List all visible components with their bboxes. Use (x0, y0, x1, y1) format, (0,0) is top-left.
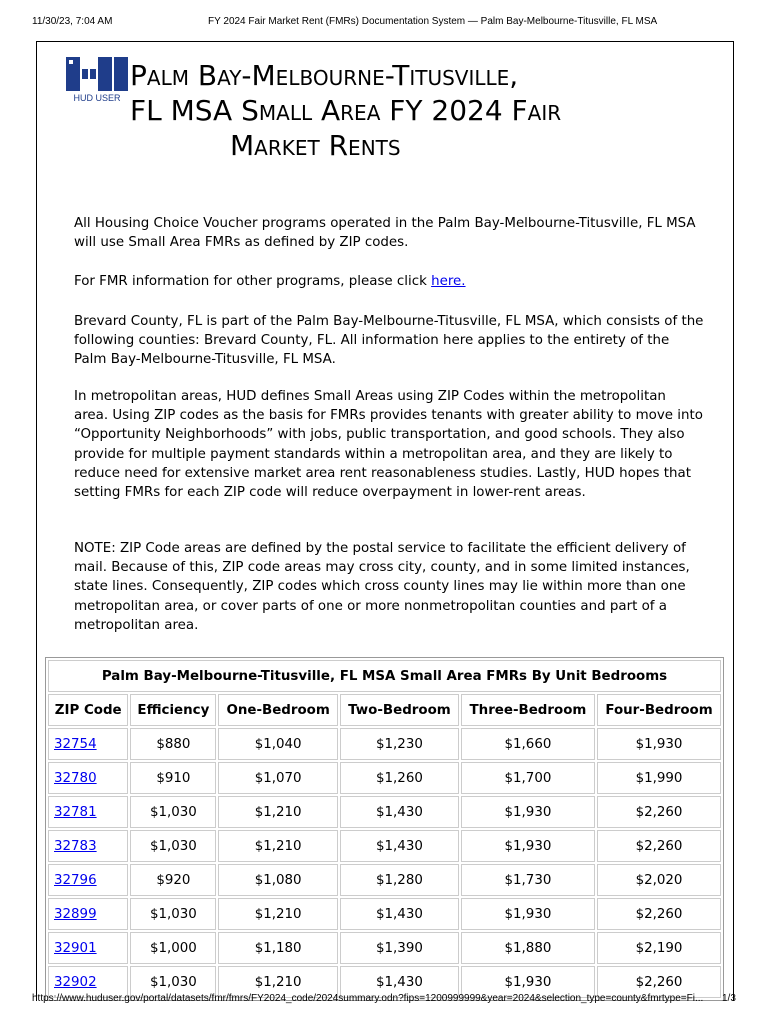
two-bedroom-cell: $1,430 (340, 898, 459, 930)
one-bedroom-cell: $1,040 (218, 728, 338, 760)
header-zip-code: ZIP Code (48, 694, 128, 726)
zip-link[interactable]: 32899 (54, 906, 97, 922)
three-bedroom-cell: $1,700 (461, 762, 595, 794)
header-two-bedroom: Two-Bedroom (340, 694, 459, 726)
table-header-row (48, 694, 721, 726)
note-text: NOTE: ZIP Code areas are defined by the postal service to facilitate the efficient delivery of mail. Because of this, ZIP code areas may cross city, county, and in some limited instances, state lines. Consequently, ZIP codes which cross county lines may lie within more than one metropolitan area, or cover parts of one or more nonmetropolitan counties and part of a metropolitan area. (74, 541, 690, 633)
header-efficiency: Efficiency (130, 694, 216, 726)
fmr-table (45, 657, 724, 1001)
table-caption: Palm Bay-Melbourne-Titusville, FL MSA Small Area FMRs By Unit Bedrooms (48, 660, 721, 692)
three-bedroom-cell: $1,930 (461, 898, 595, 930)
four-bedroom-cell: $2,190 (597, 932, 721, 964)
one-bedroom-cell: $1,210 (218, 796, 338, 828)
voucher-paragraph (74, 214, 704, 252)
one-bedroom-cell: $1,080 (218, 864, 338, 896)
table-row (48, 898, 721, 930)
four-bedroom-cell: $2,260 (597, 898, 721, 930)
table-row (48, 728, 721, 760)
two-bedroom-cell: $1,260 (340, 762, 459, 794)
voucher-text: All Housing Choice Voucher programs operated in the Palm Bay-Melbourne-Titusville, FL MSA will use Small Area FMRs as defined by ZIP codes. (74, 216, 696, 251)
three-bedroom-cell: $1,930 (461, 830, 595, 862)
title-line-3: Market Rents (230, 129, 401, 162)
efficiency-cell: $1,030 (130, 796, 216, 828)
three-bedroom-cell: $1,880 (461, 932, 595, 964)
title-line-1: Palm Bay-Melbourne-Titusville, (130, 59, 519, 92)
zip-link[interactable]: 32901 (54, 940, 97, 956)
one-bedroom-cell: $1,210 (218, 966, 338, 998)
two-bedroom-cell: $1,430 (340, 796, 459, 828)
four-bedroom-cell: $2,260 (597, 966, 721, 998)
one-bedroom-cell: $1,070 (218, 762, 338, 794)
one-bedroom-cell: $1,210 (218, 898, 338, 930)
print-header (0, 16, 770, 30)
four-bedroom-cell: $2,020 (597, 864, 721, 896)
efficiency-cell: $1,000 (130, 932, 216, 964)
small-areas-text: In metropolitan areas, HUD defines Small Areas using ZIP Codes within the metropolitan area. Using ZIP codes as the basis for FMRs provides tenants with greater ability to move into “Opportunity Neighborhoods” with jobs, public transportation, and good schools. They also provide for multiple payment standards within a metropolitan area, and they are likely to reduce need for extensive market area rent reasonableness studies. Lastly, HUD hopes that setting FMRs for each ZIP code will reduce overpayment in lower-rent areas. (74, 389, 703, 501)
three-bedroom-cell: $1,730 (461, 864, 595, 896)
table-row (48, 796, 721, 828)
page-title (130, 58, 650, 163)
three-bedroom-cell: $1,660 (461, 728, 595, 760)
efficiency-cell: $1,030 (130, 898, 216, 930)
efficiency-cell: $880 (130, 728, 216, 760)
print-page-number: 1/3 (722, 993, 736, 1004)
four-bedroom-cell: $1,930 (597, 728, 721, 760)
zip-link[interactable]: 32783 (54, 838, 97, 854)
efficiency-cell: $920 (130, 864, 216, 896)
table-row (48, 830, 721, 862)
two-bedroom-cell: $1,390 (340, 932, 459, 964)
one-bedroom-cell: $1,180 (218, 932, 338, 964)
other-programs-paragraph (74, 272, 704, 291)
efficiency-cell: $1,030 (130, 830, 216, 862)
hud-user-logo (66, 57, 128, 103)
note-paragraph (74, 539, 704, 635)
zip-link[interactable]: 32781 (54, 804, 97, 820)
two-bedroom-cell: $1,230 (340, 728, 459, 760)
county-paragraph (74, 312, 704, 370)
three-bedroom-cell: $1,930 (461, 796, 595, 828)
here-link[interactable]: here. (431, 274, 466, 289)
logo-text: HUD USER (73, 93, 121, 103)
zip-link[interactable]: 32902 (54, 974, 97, 990)
two-bedroom-cell: $1,430 (340, 966, 459, 998)
efficiency-cell: $910 (130, 762, 216, 794)
four-bedroom-cell: $2,260 (597, 830, 721, 862)
other-programs-text: For FMR information for other programs, please click (74, 274, 432, 289)
two-bedroom-cell: $1,280 (340, 864, 459, 896)
zip-link[interactable]: 32780 (54, 770, 97, 786)
efficiency-cell: $1,030 (130, 966, 216, 998)
header-one-bedroom: One-Bedroom (218, 694, 338, 726)
four-bedroom-cell: $2,260 (597, 796, 721, 828)
print-doc-title: FY 2024 Fair Market Rent (FMRs) Documentation System — Palm Bay-Melbourne-Titusville, FL MSA (208, 16, 658, 27)
print-url: https://www.huduser.gov/portal/datasets/fmr/fmrs/FY2024_code/2024summary.odn?fips=1200999999&year=2024&selection_type=county&fmrtype=Fi... (32, 993, 704, 1004)
print-date: 11/30/23, 7:04 AM (32, 16, 113, 27)
header-three-bedroom: Three-Bedroom (461, 694, 595, 726)
title-line-2: FL MSA Small Area FY 2024 Fair (130, 94, 562, 127)
header-four-bedroom: Four-Bedroom (597, 694, 721, 726)
print-footer (0, 993, 770, 1007)
zip-link[interactable]: 32754 (54, 736, 97, 752)
three-bedroom-cell: $1,930 (461, 966, 595, 998)
table-row (48, 762, 721, 794)
table-row (48, 932, 721, 964)
table-row (48, 864, 721, 896)
zip-link[interactable]: 32796 (54, 872, 97, 888)
county-text: Brevard County, FL is part of the Palm Bay-Melbourne-Titusville, FL MSA, which consists of the following counties: Brevard County, FL. All information here applies to the entirety of the Palm Bay-Melbourne-Titusville, FL MSA. (74, 314, 704, 368)
small-areas-paragraph (74, 387, 704, 502)
four-bedroom-cell: $1,990 (597, 762, 721, 794)
one-bedroom-cell: $1,210 (218, 830, 338, 862)
two-bedroom-cell: $1,430 (340, 830, 459, 862)
